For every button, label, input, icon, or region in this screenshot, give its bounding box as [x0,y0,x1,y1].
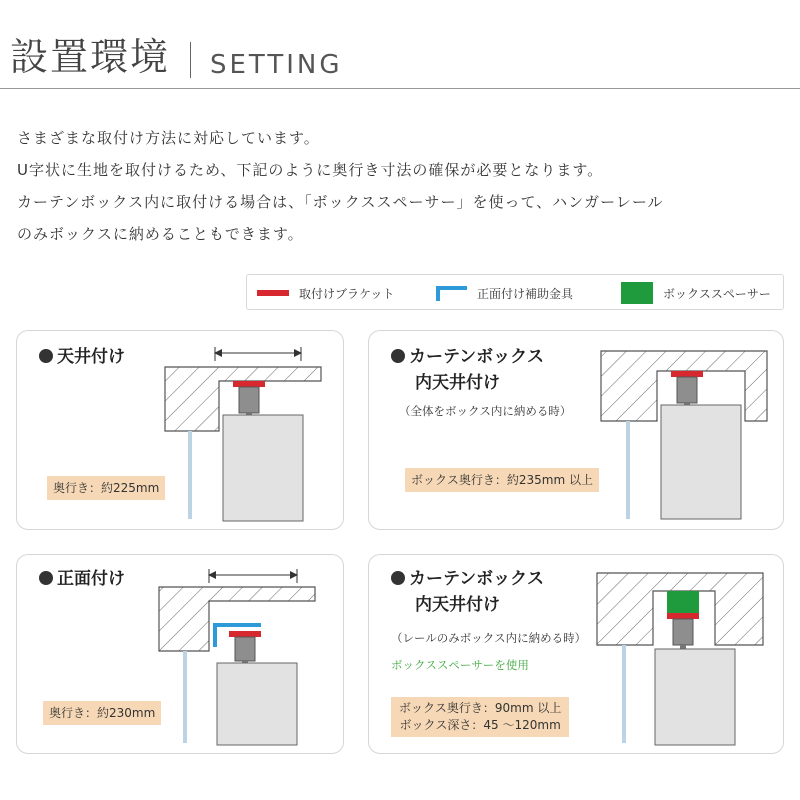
spacer-note: ボックススペーサーを使用 [391,658,529,672]
intro-line-4: のみボックスに納めることもできます。 [17,225,304,243]
depth-tag: ボックス奥行き：約235mm 以上 [405,468,599,492]
depth-tag: 奥行き：約230mm [43,701,161,725]
intro-text [17,122,664,250]
ceiling-diagram [17,331,345,531]
title-divider [0,88,800,89]
legend-label-aux: 正面付け補助金具 [477,286,574,301]
depth-line-1: ボックス奥行き：90mm 以上 [399,701,562,715]
legend-label-spacer: ボックススペーサー [663,286,771,301]
legend [246,274,784,310]
intro-line-2: U字状に生地を取付けるため、下記のように奥行き寸法の確保が必要となります。 [17,161,604,179]
card-note: （全体をボックス内に納める時） [399,404,572,418]
card-title-text: 天井付け [57,347,125,367]
card-title-line1: カーテンボックス [409,347,544,367]
depth-tag [391,697,569,737]
legend-item-aux [435,275,573,311]
red-bar-icon [257,288,289,298]
front-diagram [17,555,345,755]
card-ceiling [16,330,344,530]
card-title-line2: 内天井付け [415,595,500,615]
card-box-ceiling [368,330,784,530]
card-title-text: 正面付け [57,569,125,589]
page-subtitle: SETTING [210,50,343,80]
intro-line-1: さまざまな取付け方法に対応しています。 [17,129,320,147]
title-separator [190,42,191,78]
card-front [16,554,344,754]
card-title-line2: 内天井付け [415,373,500,393]
legend-label-bracket: 取付けブラケット [299,286,395,301]
card-note: （レールのみボックス内に納める時） [391,631,587,645]
card-box-spacer [368,554,784,754]
box-ceiling-diagram [369,331,785,531]
intro-line-3: カーテンボックス内に取付ける場合は、「ボックススペーサー」を使って、ハンガーレール [17,193,664,211]
depth-tag: 奥行き：約225mm [47,476,165,500]
legend-item-spacer [621,275,771,311]
blue-bracket-icon [435,285,467,301]
card-title-line1: カーテンボックス [409,569,544,589]
page-title: 設置環境 [10,35,171,79]
green-square-icon [621,282,653,304]
depth-line-2: ボックス深さ：45 ～120mm [399,718,561,732]
legend-item-bracket [257,275,394,311]
